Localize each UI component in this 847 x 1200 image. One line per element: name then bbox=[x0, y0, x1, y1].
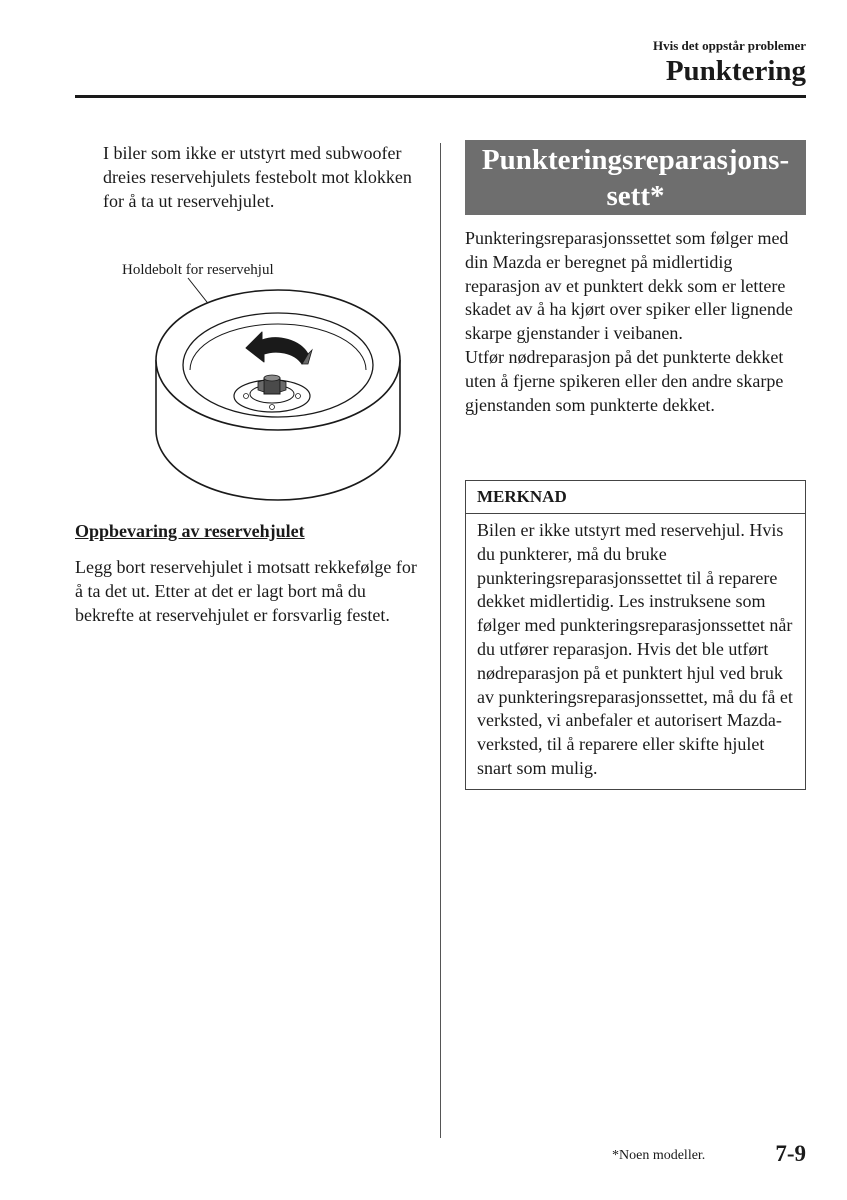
storage-paragraph: Legg bort reservehjulet i motsatt rekkefølge for å ta det ut. Etter at det er lagt bort må du bekrefte at reservehjulet er forsvarlig festet. bbox=[75, 557, 417, 625]
note-text: Bilen er ikke utstyrt med reservehjul. Hvis du punkterer, må du bruke punkteringsreparasjonssettet til å reparere dekket midlertidig. Les instruksene som følger med punkteringsreparasjonssettet når du utfører reparasjon. Hvis det ble utført nødreparasjon på et punktert hjul ved bruk av punkteringsreparasjonssettet, må du få et verksted, vi anbefaler et autorisert Mazda-verksted, til å reparere eller skifte hjulet snart som mulig. bbox=[477, 520, 793, 778]
intro-paragraph: I biler som ikke er utstyrt med subwoofer dreies reservehjulets festebolt mot klokken for å ta ut reservehjulet. bbox=[103, 143, 412, 211]
repair-kit-title-box bbox=[465, 140, 806, 215]
page-number: 7-9 bbox=[775, 1141, 806, 1166]
spare-wheel-illustration bbox=[150, 270, 410, 505]
chapter-title: Punktering bbox=[665, 55, 806, 87]
repair-kit-description bbox=[465, 227, 807, 417]
footnote: *Noen modeller. bbox=[612, 1148, 706, 1163]
header-rule bbox=[75, 95, 806, 98]
note-box bbox=[465, 480, 806, 790]
figure-callout-label: Holdebolt for reservehjul bbox=[122, 262, 274, 278]
repair-kit-paragraph: Utfør nødreparasjon på det punkterte dekket uten å fjerne spikeren eller den andre skarpe gjenstanden som punkterte dekket. bbox=[465, 346, 784, 415]
note-label: MERKNAD bbox=[466, 481, 805, 514]
repair-kit-title: Punkteringsreparasjonssett* bbox=[481, 143, 790, 212]
column-divider bbox=[440, 143, 441, 1138]
repair-kit-paragraph: Punkteringsreparasjonssettet som følger med din Mazda er beregnet på midlertidig reparasjon av et punktert dekk som er lettere skadet av å ha kjørt over spiker eller lignende skarpe gjenstander i veibanen. bbox=[465, 228, 793, 344]
storage-heading: Oppbevaring av reservehjulet bbox=[75, 521, 305, 541]
section-label: Hvis det oppstår problemer bbox=[653, 38, 806, 53]
